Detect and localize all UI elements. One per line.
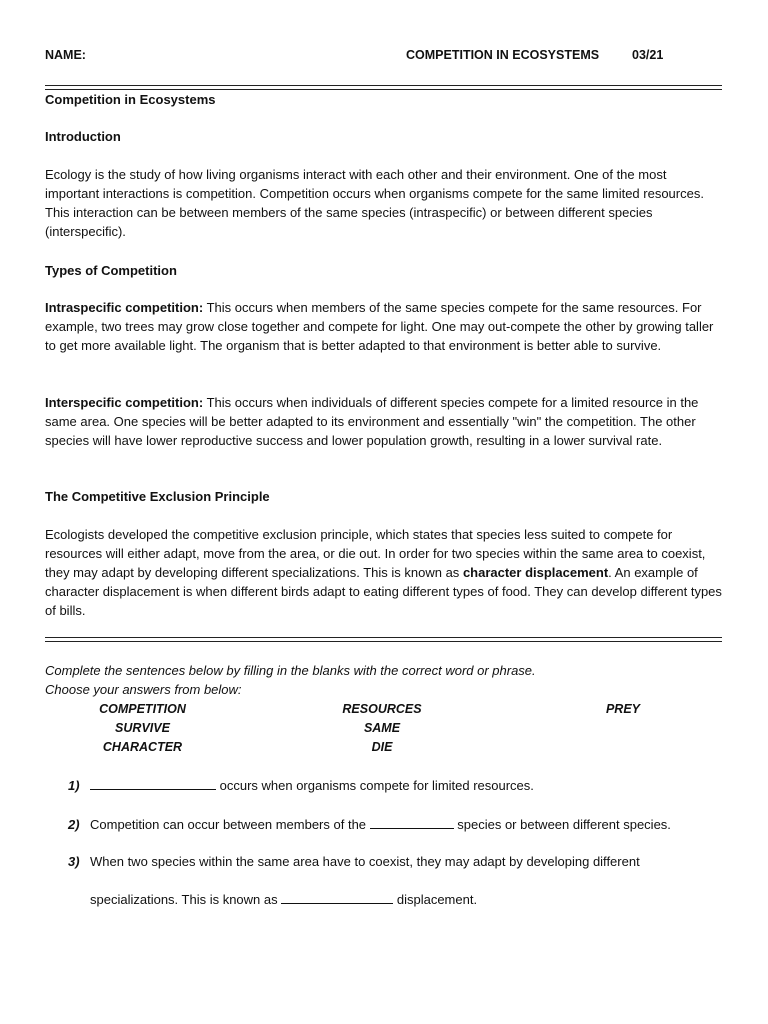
intraspecific-text: This occurs when members of the same species compete for the same resources. For example, two trees may grow close together and compete for light. One may out-compete the other by growing taller to get more available light. The organism that is better adapted to that environment is better able to survive. [45, 300, 714, 353]
introduction-paragraph: Ecology is the study of how living organisms interact with each other and their environment. One of the most important interactions is competition. Competition occurs when organisms compete for the same limited resources. This interaction can be between members of the same species (intraspecific) or between different species (interspecific). [45, 167, 704, 239]
character-displacement-term: character displacement [462, 565, 609, 580]
exclusion-text-before: Ecologists developed the competitive exclusion principle, which states that species less suited to compete for resources will either adapt, move from the area, or die out. In order for two species within the same area to coexist, they may adapt by developing different specializations. This is known as [45, 527, 706, 580]
word-bank-item: DIE [371, 740, 393, 754]
word-bank-column-1 [90, 700, 195, 757]
question-text: species or between different species. [453, 817, 671, 832]
exclusion-paragraph [45, 525, 722, 620]
word-bank-item: PREY [605, 702, 641, 716]
name-label: NAME: [45, 48, 86, 62]
word-bank-column-3 [598, 700, 648, 719]
intraspecific-term: Intraspecific competition: [45, 300, 204, 315]
instruction-line-2: Choose your answers from below: [45, 682, 242, 697]
word-bank-column-2 [332, 700, 432, 757]
exclusion-heading: The Competitive Exclusion Principle [45, 489, 270, 504]
word-bank-item: RESOURCES [342, 702, 422, 716]
worksheet-header [45, 48, 722, 66]
question-text: occurs when organisms compete for limited resources. [216, 778, 534, 793]
word-bank-item: SAME [363, 721, 401, 735]
answer-blank-3[interactable] [281, 891, 393, 904]
interspecific-text: This occurs when individuals of different species compete for a limited resource in the same area. One species will be better adapted to its environment and essentially "win" the competition. The other species will have lower reproductive success and lower population growth, resulting in a lower survival rate. [45, 395, 699, 448]
word-bank-item: COMPETITION [99, 702, 186, 716]
answer-blank-1[interactable] [90, 777, 216, 790]
word-bank-item: SURVIVE [115, 721, 170, 735]
question-number: 1) [68, 778, 80, 793]
answer-blank-2[interactable] [370, 816, 454, 829]
interspecific-term: Interspecific competition: [45, 395, 204, 410]
instruction-line-1: Complete the sentences below by filling in the blanks with the correct word or phrase. [45, 663, 536, 678]
question-text: When two species within the same area have to coexist, they may adapt by developing different [90, 854, 640, 869]
document-title: Competition in Ecosystems [45, 92, 216, 107]
activity-instructions [45, 661, 722, 699]
word-bank [45, 700, 722, 760]
intraspecific-paragraph [45, 298, 722, 355]
types-heading: Types of Competition [45, 263, 177, 278]
worksheet-title: COMPETITION IN ECOSYSTEMS [406, 48, 600, 62]
interspecific-paragraph [45, 393, 722, 450]
introduction-heading: Introduction [45, 129, 121, 144]
section-divider [45, 637, 722, 642]
worksheet-date: 03/21 [632, 48, 664, 62]
question-text: Competition can occur between members of the [90, 817, 370, 832]
question-text: specializations. This is known as [90, 892, 282, 907]
question-number: 2) [68, 817, 80, 832]
exclusion-text-after: . An example of character displacement is when different birds adapt to eating different types of food. They can develop different types of bills. [45, 565, 722, 618]
word-bank-item: CHARACTER [102, 740, 183, 754]
question-text: displacement. [393, 892, 478, 907]
question-number: 3) [68, 854, 80, 869]
